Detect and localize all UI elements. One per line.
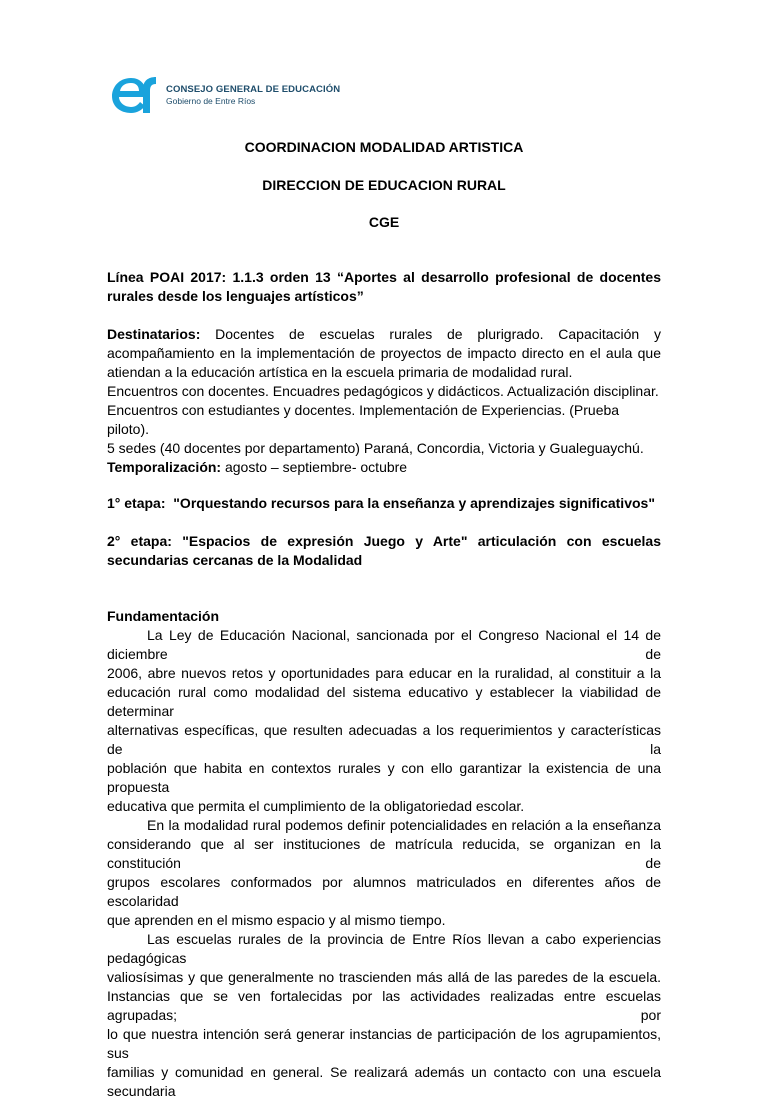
p1-line: educativa que permita el cumplimiento de la obligatoriedad escolar. xyxy=(107,798,525,814)
p1-line: La Ley de Educación Nacional, sancionada por el Congreso Nacional el 14 de diciembre de xyxy=(107,627,661,662)
p1-line: alternativas específicas, que resulten adecuadas a los requerimientos y características de la xyxy=(107,722,661,757)
cge-logo xyxy=(110,72,340,116)
linea-poai xyxy=(107,268,661,306)
destinatarios-line-1 xyxy=(107,325,661,344)
linea-line-1: Línea POAI 2017: 1.1.3 orden 13 “Aportes al desarrollo profesional de docentes xyxy=(107,269,661,285)
linea-line-2: rurales desde los lenguajes artísticos” xyxy=(107,288,364,304)
p3-line: lo que nuestra intención será generar instancias de participación de los agrupamientos, sus xyxy=(107,1026,661,1061)
p2-line: grupos escolares conformados por alumnos matriculados en diferentes años de escolaridad xyxy=(107,874,661,909)
destinatarios-line-3: atiendan a la educación artística en la escuela primaria de modalidad rural. xyxy=(107,364,573,380)
fundamentacion-section xyxy=(107,607,661,1101)
p3-line: Las escuelas rurales de la provincia de Entre Ríos llevan a cabo experiencias pedagógicas xyxy=(107,931,661,966)
er-logo-icon xyxy=(110,72,162,116)
p3-line: Instancias que se ven fortalecidas por las actividades realizadas entre escuelas agrupadas; por xyxy=(107,988,661,1023)
etapa-2-line-2: secundarias cercanas de la Modalidad xyxy=(107,552,363,568)
title-coordinacion: COORDINACION MODALIDAD ARTISTICA xyxy=(244,139,524,155)
p1-line: educación rural como modalidad del sistema educativo y establecer la viabilidad de determinar xyxy=(107,684,661,719)
temporalizacion-label: Temporalización: xyxy=(107,459,222,475)
destinatarios-text-1: Docentes de escuelas rurales de plurigrado. Capacitación y xyxy=(200,326,661,342)
etapa-1: 1° etapa: "Orquestando recursos para la enseñanza y aprendizajes significativos" xyxy=(107,495,655,511)
fundamentacion-paragraph-3 xyxy=(107,930,661,1101)
p3-line: familias y comunidad en general. Se realizará además un contacto con una escuela secundaria xyxy=(107,1064,661,1099)
etapa-2 xyxy=(107,532,661,570)
destinatarios-section xyxy=(107,325,661,458)
p2-line: considerando que al ser instituciones de matrícula reducida, se organizan en la constitución de xyxy=(107,836,661,871)
org-name: CONSEJO GENERAL DE EDUCACIÓN xyxy=(166,84,341,95)
title-cge: CGE xyxy=(368,214,400,230)
destinatarios-line-6: 5 sedes (40 docentes por departamento) Paraná, Concordia, Victoria y Gualeguaychú. xyxy=(107,440,644,456)
destinatarios-label: Destinatarios: xyxy=(107,326,201,342)
p2-line: que aprenden en el mismo espacio y al mismo tiempo. xyxy=(107,912,446,928)
p3-line: valiosísimas y que generalmente no trascienden más allá de las paredes de la escuela. xyxy=(107,969,661,985)
p2-line: En la modalidad rural podemos definir potencialidades en relación a la enseñanza xyxy=(147,817,661,833)
destinatarios-line-2: acompañamiento en la implementación de proyectos de impacto directo en el aula que xyxy=(107,345,661,361)
fundamentacion-heading: Fundamentación xyxy=(107,608,220,624)
temporalizacion-section xyxy=(107,458,661,477)
destinatarios-line-5: Encuentros con estudiantes y docentes. Implementación de Experiencias. (Prueba piloto). xyxy=(107,402,620,437)
destinatarios-line-4: Encuentros con docentes. Encuadres pedagógicos y didácticos. Actualización disciplinar. xyxy=(107,383,659,399)
p1-line: población que habita en contextos rurales y con ello garantizar la existencia de una propuesta xyxy=(107,760,661,795)
p1-line: 2006, abre nuevos retos y oportunidades para educar en la ruralidad, al constituir a la xyxy=(107,665,661,681)
title-direccion: DIRECCION DE EDUCACION RURAL xyxy=(262,177,506,193)
etapa-2-line-1: 2° etapa: "Espacios de expresión Juego y Arte" articulación con escuelas xyxy=(107,533,661,549)
org-subtitle: Gobierno de Entre Ríos xyxy=(166,96,256,106)
temporalizacion-value: agosto – septiembre- octubre xyxy=(221,459,408,475)
fundamentacion-paragraph-1 xyxy=(107,626,661,816)
fundamentacion-paragraph-2 xyxy=(107,816,661,930)
